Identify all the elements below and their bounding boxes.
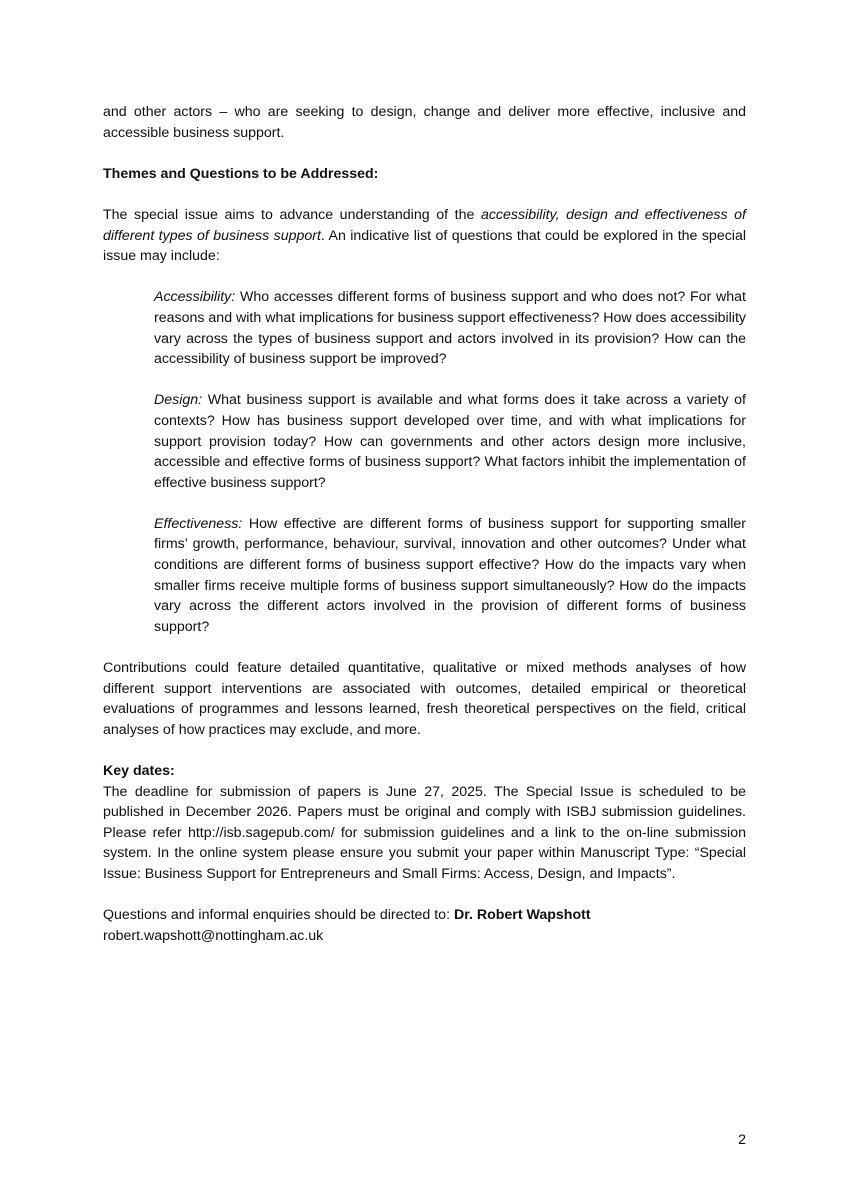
key-dates-text: The deadline for submission of papers is June 27, 2025. The Special Issue is scheduled to be published in December 2026. Papers must be original and comply with ISBJ submission guidelines. Please refer http://isb.sagepub.com/ for submission guidelines and a link to the on-line submission system. In the online system please ensure you submit your paper within Manuscript Type: “Special Issue: Business Support for Entrepreneurs and Small Firms: Access, Design, and Impacts”.	[103, 783, 746, 882]
question-text: What business support is available and what forms does it take across a variety of contexts? How has business support developed over time, and with what implications for support provision today? How can governments and other actors design more inclusive, accessible and effective forms of business support? What factors inhibit the implementation of effective business support?	[154, 392, 746, 491]
themes-intro	[103, 205, 746, 267]
question-label: Accessibility:	[154, 289, 236, 306]
contributions-paragraph: Contributions could feature detailed quantitative, qualitative or mixed methods analyses of how different support interventions are associated with outcomes, detailed empirical or theoretical evaluations of programmes and lessons learned, fresh theoretical perspectives on the field, critical analyses of how practices may exclude, and more.	[103, 660, 746, 738]
document-page	[103, 102, 746, 946]
key-dates-heading: Key dates:	[103, 763, 175, 779]
question-effectiveness	[154, 514, 746, 638]
page-number: 2	[738, 1132, 746, 1148]
question-label: Effectiveness:	[154, 515, 243, 532]
question-label: Design:	[154, 392, 203, 409]
contact-prefix: Questions and informal enquiries should be directed to:	[103, 907, 454, 924]
question-accessibility	[154, 287, 746, 369]
question-design	[154, 390, 746, 493]
question-text: Who accesses different forms of business support and who does not? For what reasons and with what implications for business support effectiveness? How does accessibility vary across the types of business support and actors involved in its provision? How can the accessibility of business support be improved?	[154, 289, 746, 368]
intro-continuation: and other actors – who are seeking to design, change and deliver more effective, inclusive and accessible business support.	[103, 104, 746, 141]
themes-intro-italic: accessibility, design and effectiveness of different types of business support	[103, 206, 746, 244]
themes-intro-part1: The special issue aims to advance understanding of the	[103, 206, 481, 223]
themes-heading: Themes and Questions to be Addressed:	[103, 165, 379, 182]
contact-email[interactable]: robert.wapshott@nottingham.ac.uk	[103, 927, 324, 944]
question-text: How effective are different forms of business support for supporting smaller firms’ growth, performance, behaviour, survival, innovation and other outcomes? Under what conditions are different forms of business support effective? How do the impacts vary when smaller firms receive multiple forms of business support simultaneously? How do the impacts vary across the different actors involved in the provision of different forms of business support?	[154, 515, 746, 635]
contact-name: Dr. Robert Wapshott	[453, 907, 591, 924]
themes-intro-part2: . An indicative list of questions that could be explored in the special issue may include:	[103, 227, 746, 265]
contact-line	[103, 905, 746, 926]
